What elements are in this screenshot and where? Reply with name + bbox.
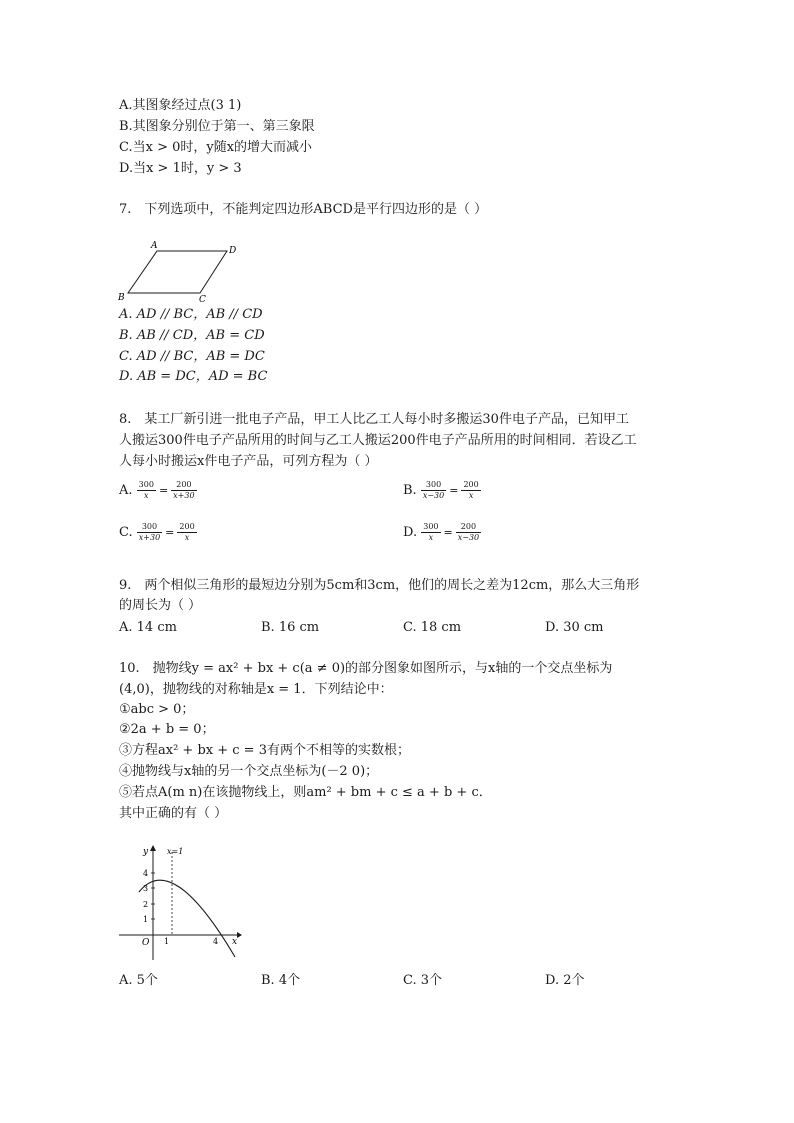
- denominator: x−30: [422, 491, 445, 500]
- y-axis-arrow: [150, 845, 156, 851]
- q10-option-a: A. 5个: [119, 973, 158, 988]
- equals-sign: =: [449, 483, 459, 497]
- q10-stem-line-1: 10. 抛物线y = ax² + bx + c(a ≠ 0)的部分图象如图所示，与x轴的一个交点坐标为: [119, 661, 613, 676]
- vertex-b-label: B: [118, 293, 125, 303]
- q7-option-b: B. AB // CD，AB = CD: [119, 328, 265, 343]
- q6-option-a: A.其图象经过点(3 1): [119, 98, 242, 113]
- denominator: x+30: [173, 491, 195, 500]
- numerator: 200: [179, 522, 195, 531]
- q10-question: 其中正确的有（ ）: [119, 806, 228, 821]
- denominator: x−30: [457, 533, 480, 542]
- q10-option-d: D. 2个: [545, 973, 585, 988]
- vertex-d-label: D: [229, 246, 237, 256]
- q10-conclusion-3: ③方程ax² + bx + c = 3有两个不相等的实数根；: [119, 743, 410, 758]
- q10-conclusion-2: ②2a + b = 0；: [119, 722, 215, 737]
- right-fraction: [456, 522, 481, 543]
- q10-conclusion-4: ④抛物线与x轴的另一个交点坐标为(－2 0)；: [119, 764, 379, 779]
- q10-option-b: B. 4个: [261, 973, 301, 988]
- parallelogram-shape: [128, 251, 227, 293]
- y-tick-1: 1: [143, 915, 149, 924]
- q8-stem-line-3: 人每小时搬运x件电子产品，可列方程为（ ）: [119, 454, 378, 469]
- denominator: x: [144, 491, 149, 500]
- equals-sign: =: [443, 525, 453, 539]
- equals-sign: =: [165, 525, 175, 539]
- x-axis-label: x: [232, 937, 238, 947]
- numerator: 200: [463, 480, 479, 489]
- q7-option-c: C. AD // BC，AB = DC: [119, 349, 265, 364]
- symmetry-axis-label: x=1: [167, 847, 184, 856]
- denominator: x: [428, 533, 434, 542]
- numerator: 300: [137, 522, 162, 533]
- q10-conclusion-1: ①abc > 0；: [119, 702, 195, 717]
- x-tick-4: 4: [213, 937, 219, 946]
- right-fraction: [177, 522, 196, 543]
- q6-option-d: D.当x > 1时，y > 3: [119, 161, 242, 176]
- numerator: 300: [138, 480, 154, 489]
- q7-option-a: A. AD // BC，AB // CD: [119, 307, 263, 322]
- vertex-c-label: C: [199, 295, 206, 305]
- y-tick-3: 3: [143, 884, 149, 893]
- q9-stem-line-1: 9. 两个相似三角形的最短边分别为5cm和3cm，他们的周长之差为12cm，那么大三角形: [119, 578, 640, 593]
- origin-label: O: [142, 938, 150, 948]
- q9-option-c: C. 18 cm: [403, 620, 462, 635]
- y-axis-label: y: [143, 847, 149, 857]
- equals-sign: =: [158, 483, 169, 497]
- vertex-a-label: A: [151, 241, 158, 251]
- numerator: 300: [423, 522, 439, 531]
- left-fraction: [137, 480, 156, 501]
- y-tick-2: 2: [143, 900, 149, 909]
- denominator: x: [468, 491, 474, 500]
- q8-option-b: [403, 480, 481, 501]
- y-tick-4: 4: [143, 869, 149, 878]
- q7-stem: 7. 下列选项中，不能判定四边形ABCD是平行四边形的是（ ）: [119, 202, 488, 217]
- numerator: 300: [421, 480, 446, 491]
- numerator: 200: [171, 480, 196, 491]
- q8-option-d: [403, 522, 481, 543]
- denominator: x: [184, 533, 190, 542]
- option-letter: C.: [119, 525, 133, 540]
- q7-option-d: D. AB = DC，AD = BC: [119, 369, 268, 384]
- parabola-graph: [115, 842, 245, 964]
- denominator: x+30: [138, 533, 161, 542]
- x-axis-arrow: [237, 932, 242, 938]
- left-fraction: [421, 480, 446, 501]
- q9-option-a: A. 14 cm: [119, 620, 177, 635]
- left-fraction: [421, 522, 440, 543]
- option-letter: B.: [403, 483, 417, 498]
- q10-conclusion-5: ⑤若点A(m n)在该抛物线上，则am² + bm + c ≤ a + b + c．: [119, 785, 492, 800]
- right-fraction: [461, 480, 480, 501]
- x-tick-1: 1: [164, 937, 170, 946]
- q8-stem-line-2: 人搬运300件电子产品所用的时间与乙工人搬运200件电子产品所用的时间相同．若设乙工: [119, 433, 637, 448]
- option-letter: A.: [119, 483, 133, 498]
- q10-stem-line-2: (4,0)，抛物线的对称轴是x = 1．下列结论中：: [119, 682, 393, 697]
- q10-option-c: C. 3个: [403, 973, 443, 988]
- numerator: 200: [456, 522, 481, 533]
- q9-stem-line-2: 的周长为（ ）: [119, 598, 202, 613]
- q6-option-c: C.当x > 0时，y随x的增大而减小: [119, 140, 313, 155]
- q9-option-b: B. 16 cm: [261, 620, 320, 635]
- q8-option-c: [119, 522, 197, 543]
- q8-option-a: [119, 480, 197, 501]
- q9-option-d: D. 30 cm: [545, 620, 604, 635]
- option-letter: D.: [403, 525, 418, 540]
- q8-stem-line-1: 8. 某工厂新引进一批电子产品，甲工人比乙工人每小时多搬运30件电子产品，已知甲工: [119, 412, 629, 427]
- left-fraction: [137, 522, 162, 543]
- parallelogram-figure: [115, 238, 245, 306]
- right-fraction: [171, 480, 196, 501]
- q6-option-b: B.其图象分别位于第一、第三象限: [119, 119, 315, 134]
